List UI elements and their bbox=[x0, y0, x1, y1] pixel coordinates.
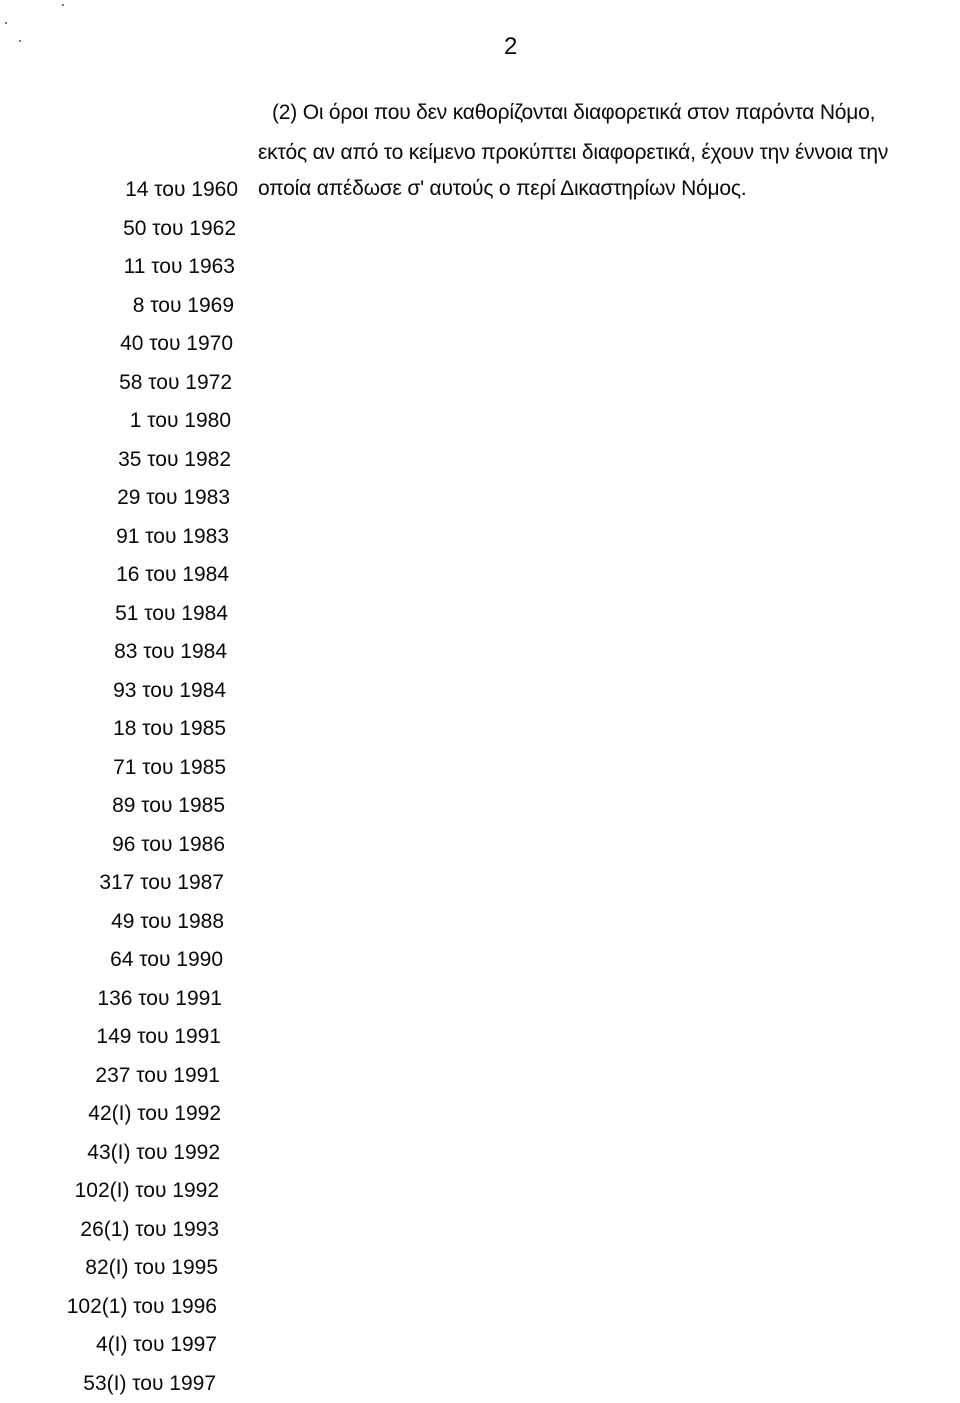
paragraph-line-3: οποία απέδωσε σ' αυτούς ο περί Δικαστηρίων Νόμος. bbox=[258, 176, 746, 202]
law-reference: 136 του 1991 bbox=[0, 980, 238, 1019]
law-reference: 237 του 1991 bbox=[0, 1057, 238, 1096]
law-reference: 51 του 1984 bbox=[0, 595, 238, 634]
law-reference: 317 του 1987 bbox=[0, 864, 238, 903]
law-reference: 53(Ι) του 1997 bbox=[0, 1365, 238, 1403]
marginal-law-references bbox=[0, 171, 238, 1403]
law-reference: 89 του 1985 bbox=[0, 787, 238, 826]
law-reference: 14 του 1960 bbox=[0, 171, 238, 210]
law-reference: 96 του 1986 bbox=[0, 826, 238, 865]
law-reference: 43(Ι) του 1992 bbox=[0, 1134, 238, 1173]
law-reference: 102(Ι) του 1992 bbox=[0, 1172, 238, 1211]
law-reference: 26(1) του 1993 bbox=[0, 1211, 238, 1250]
scan-speck bbox=[5, 22, 7, 24]
page-number: 2 bbox=[504, 33, 517, 61]
law-reference: 29 του 1983 bbox=[0, 479, 238, 518]
paragraph-line-2: εκτός αν από το κείμενο προκύπτει διαφορετικά, έχουν την έννοια την bbox=[258, 140, 888, 166]
law-reference: 11 του 1963 bbox=[0, 248, 238, 287]
law-reference: 4(Ι) του 1997 bbox=[0, 1326, 238, 1365]
scan-speck bbox=[62, 4, 64, 6]
law-reference: 50 του 1962 bbox=[0, 210, 238, 249]
law-reference: 149 του 1991 bbox=[0, 1018, 238, 1057]
law-reference: 16 του 1984 bbox=[0, 556, 238, 595]
law-reference: 18 του 1985 bbox=[0, 710, 238, 749]
law-reference: 102(1) του 1996 bbox=[0, 1288, 238, 1327]
law-reference: 83 του 1984 bbox=[0, 633, 238, 672]
law-reference: 93 του 1984 bbox=[0, 672, 238, 711]
paragraph-line-1: (2) Οι όροι που δεν καθορίζονται διαφορετικά στον παρόντα Νόμο, bbox=[272, 100, 875, 126]
law-reference: 64 του 1990 bbox=[0, 941, 238, 980]
law-reference: 1 του 1980 bbox=[0, 402, 238, 441]
law-reference: 42(Ι) του 1992 bbox=[0, 1095, 238, 1134]
scan-speck bbox=[19, 40, 21, 42]
law-reference: 49 του 1988 bbox=[0, 903, 238, 942]
law-reference: 40 του 1970 bbox=[0, 325, 238, 364]
law-reference: 82(Ι) του 1995 bbox=[0, 1249, 238, 1288]
law-reference: 8 του 1969 bbox=[0, 287, 238, 326]
law-reference: 71 του 1985 bbox=[0, 749, 238, 788]
law-reference: 58 του 1972 bbox=[0, 364, 238, 403]
law-reference: 35 του 1982 bbox=[0, 441, 238, 480]
law-reference: 91 του 1983 bbox=[0, 518, 238, 557]
